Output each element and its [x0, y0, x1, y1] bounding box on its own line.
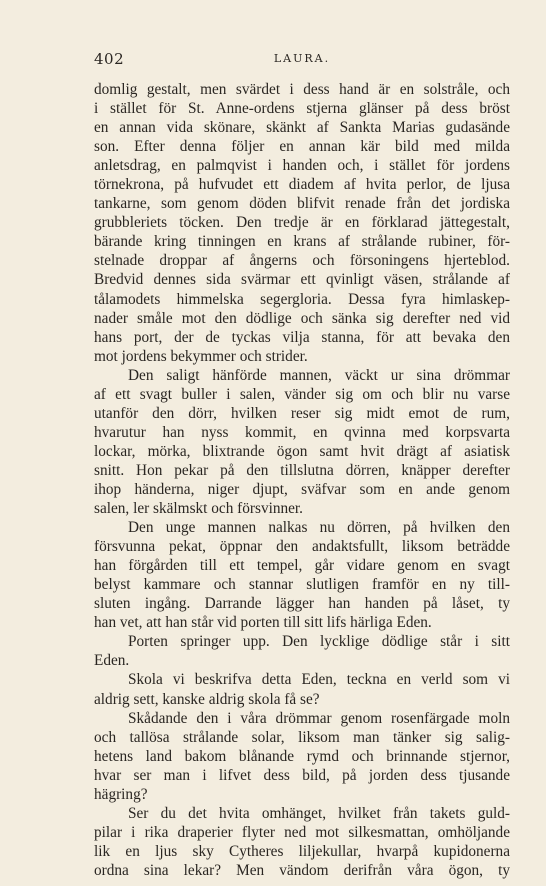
text-line: hvarutur han nyss kommit, en qvinna med korpsvarta: [94, 423, 510, 441]
text-line: hetens land bakom blånande rymd och brinnande stjernor,: [94, 747, 510, 765]
text-line: utanför den dörr, hvilken reser sig midt emot de rum,: [94, 404, 510, 422]
page-header: [94, 50, 510, 70]
text-line: aldrig sett, kanske aldrig skola få se?: [94, 690, 320, 708]
text-line: i stället för St. Anne-ordens stjerna glänser på dess bröst: [94, 100, 510, 118]
text-line: grubbleriets töcken. Den tredje är en förklarad jättegestalt,: [94, 214, 510, 232]
text-line: hans port, der de tyckas vilja stanna, för att bevaka den: [94, 328, 510, 346]
text-line: pilar i rika draperier flyter ned mot silkesmattan, omhöljande: [94, 823, 510, 841]
text-line: lockar, mörka, blixtrande ögon samt hvit drägt af asiatisk: [94, 442, 510, 460]
text-line: ordna sina lekar? Men vändom derifrån våra ögon, ty: [94, 861, 510, 879]
running-title: LAURA.: [273, 52, 331, 65]
text-line: anletsdrag, en palmqvist i handen och, i stället för jordens: [94, 157, 510, 175]
text-line: nader småle mot den dödlige och sänka sig derefter ned vid: [94, 309, 510, 327]
text-line: tålamodets himmelska segergloria. Dessa fyra himlaskep-: [94, 290, 510, 308]
text-line: hvar ser man i lifvet dess bild, på jorden dess tjusande: [94, 766, 510, 784]
text-line: han vet, att han står vid porten till sitt lifs härliga Eden.: [94, 614, 432, 632]
text-line: Eden.: [94, 652, 130, 670]
text-line: stelnade droppar af ångerns och försoningens hjerteblod.: [94, 252, 510, 270]
text-line: af ett svagt buller i salen, vänder sig om och blir nu varse: [94, 385, 510, 403]
text-line: tankarne, som genom döden blifvit renade från det jordiska: [94, 195, 510, 213]
text-line: Bredvid dennes sida svärmar ett qvinligt väsen, strålande af: [94, 271, 510, 289]
text-line: salen, ler skälmskt och försvinner.: [94, 500, 304, 518]
text-line: Skola vi beskrifva detta Eden, teckna en verld som vi: [128, 671, 510, 689]
text-line: och tallösa strålande solar, liksom man tänker sig salig-: [94, 728, 510, 746]
text-line: belyst kammare och stannar slutligen framför en ny till-: [94, 576, 510, 594]
text-line: lik en ljus sky Cytheres liljekullar, hvarpå kupidonerna: [94, 842, 510, 860]
text-line: sluten ingång. Darrande lägger han handen på låset, ty: [94, 595, 510, 613]
text-line: son. Efter denna följer en annan kär bild med milda: [94, 138, 510, 156]
text-line: Skådande den i våra drömmar genom rosenfärgade moln: [128, 709, 510, 727]
text-line: Ser du det hvita omhänget, hvilket från takets guld-: [128, 804, 510, 822]
text-line: Den unge mannen nalkas nu dörren, på hvilken den: [128, 519, 510, 537]
text-line: domlig gestalt, men svärdet i dess hand är en solstråle, och: [94, 81, 510, 98]
text-line: hägring?: [94, 785, 148, 803]
text-line: en annan vida skönare, skänkt af Sankta Marias gudasände: [94, 119, 510, 137]
text-line: bärande kring tinningen en krans af strålande rubiner, för-: [94, 233, 510, 251]
text-line: törnekrona, på hufvudet ett diadem af hvita perlor, de ljusa: [94, 176, 510, 194]
text-line: försvunna pekat, öppnar den andaktsfullt, liksom beträdde: [94, 538, 510, 556]
text-line: han förgården till ett tempel, går vidare genom en svagt: [94, 557, 510, 575]
body-text: [94, 80, 510, 880]
text-line: ihop händerna, niger djupt, sväfvar som en ande genom: [94, 480, 510, 498]
text-line: snitt. Hon pekar på den tillslutna dörren, knäpper derefter: [94, 461, 510, 479]
page-number: 402: [94, 50, 125, 68]
text-line: Den saligt hänförde mannen, väckt ur sina drömmar: [128, 366, 510, 384]
text-line: mot jordens bekymmer och strider.: [94, 347, 308, 365]
text-line: Porten springer upp. Den lycklige dödlige står i sitt: [128, 633, 510, 651]
